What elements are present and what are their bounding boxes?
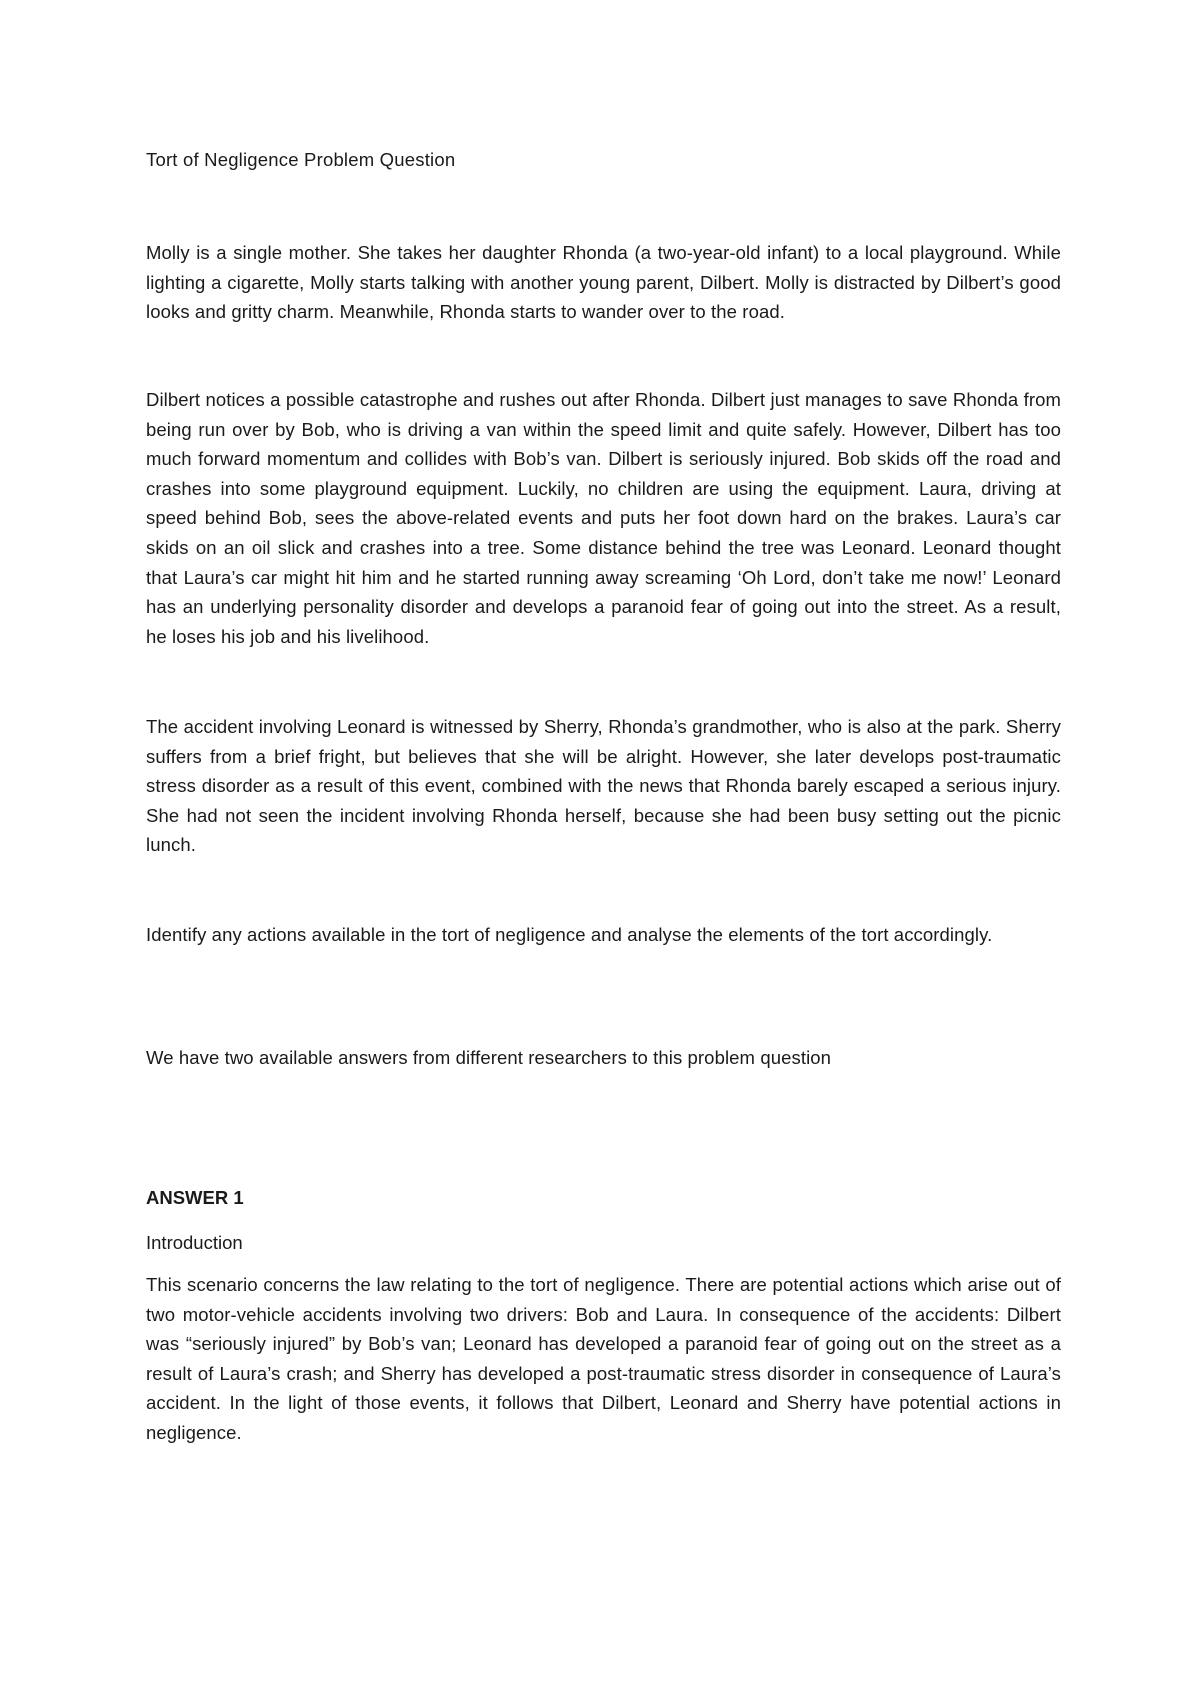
problem-paragraph-1: Molly is a single mother. She takes her daughter Rhonda (a two-year-old infant) to a local playground. While lighting a cigarette, Molly starts talking with another young parent, Dilbert. Molly is distracted by Dilbert’s good looks and gritty charm. Meanwhile, Rhonda starts to wander over to the road. [146, 242, 1061, 323]
answers-note: We have two available answers from different researchers to this problem question [146, 1047, 832, 1068]
document-title: Tort of Negligence Problem Question [146, 149, 456, 170]
question-instruction: Identify any actions available in the tort of negligence and analyse the elements of the tort accordingly. [146, 924, 993, 945]
introduction-paragraph: This scenario concerns the law relating to the tort of negligence. There are potential actions which arise out of two motor-vehicle accidents involving two drivers: Bob and Laura. In consequence of the accidents: Dilbert was “seriously injured” by Bob’s van; Leonard has developed a paranoid fear of going out on the street as a result of Laura’s crash; and Sherry has developed a post-traumatic stress disorder in consequence of Laura’s accident. In the light of those events, it follows that Dilbert, Leonard and Sherry have potential actions in negligence. [146, 1274, 1061, 1443]
answer-heading: ANSWER 1 [146, 1187, 244, 1208]
introduction-heading: Introduction [146, 1232, 243, 1253]
problem-paragraph-2: Dilbert notices a possible catastrophe and rushes out after Rhonda. Dilbert just manages to save Rhonda from being run over by Bob, who is driving a van within the speed limit and quite safely. However, Dilbert has too much forward momentum and collides with Bob’s van. Dilbert is seriously injured. Bob skids off the road and crashes into some playground equipment. Luckily, no children are using the equipment. Laura, driving at speed behind Bob, sees the above-related events and puts her foot down hard on the brakes. Laura’s car skids on an oil slick and crashes into a tree. Some distance behind the tree was Leonard. Leonard thought that Laura’s car might hit him and he started running away screaming ‘Oh Lord, don’t take me now!’ Leonard has an underlying personality disorder and develops a paranoid fear of going out into the street. As a result, he loses his job and his livelihood. [146, 389, 1061, 647]
problem-paragraph-3: The accident involving Leonard is witnessed by Sherry, Rhonda’s grandmother, who is also at the park. Sherry suffers from a brief fright, but believes that she will be alright. However, she later develops post-traumatic stress disorder as a result of this event, combined with the news that Rhonda barely escaped a serious injury. She had not seen the incident involving Rhonda herself, because she had been busy setting out the picnic lunch. [146, 716, 1061, 856]
